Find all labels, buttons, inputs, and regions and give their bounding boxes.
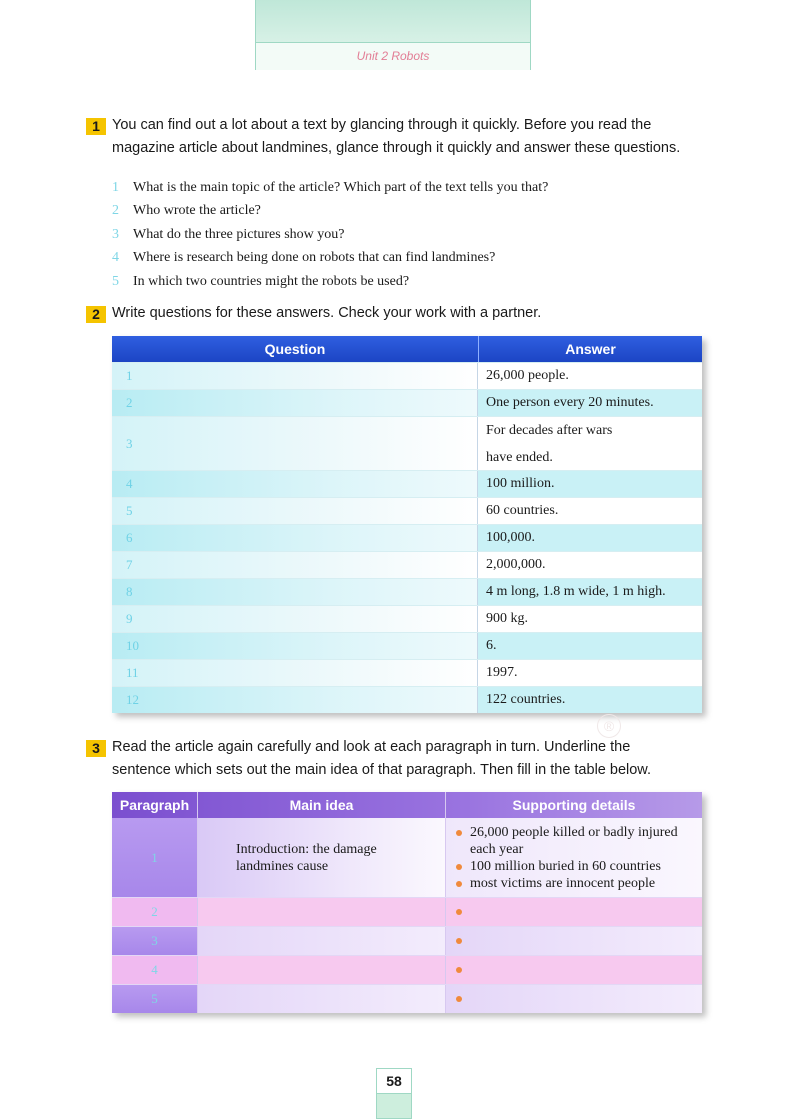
task-1-line-2: magazine article about landmines, glance through it quickly and answer these questions. [112, 140, 681, 156]
list-item: 4 Where is research being done on robots that can find landmines? [112, 250, 496, 266]
list-item: 26,000 people killed or badly injured each year [456, 824, 702, 858]
table-row: 11 1997. [112, 659, 702, 686]
main-idea-cell: Introduction: the damage landmines cause [198, 818, 446, 897]
table-row: 8 4 m long, 1.8 m wide, 1 m high. [112, 578, 702, 605]
details-cell [446, 818, 702, 897]
table-row: 12 122 countries. [112, 686, 702, 713]
main-idea-column-header: Main idea [198, 792, 446, 818]
table-header [112, 792, 702, 818]
table-row: 3 [112, 926, 702, 955]
table-row: 7 2,000,000. [112, 551, 702, 578]
bullet-icon [456, 881, 462, 887]
registered-watermark: ® [597, 714, 621, 738]
table-row: 2 One person every 20 minutes. [112, 389, 702, 416]
table-row: 5 60 countries. [112, 497, 702, 524]
bullet-icon [456, 830, 462, 836]
bullet-icon [456, 864, 462, 870]
list-item: 100 million buried in 60 countries [456, 858, 702, 875]
list-item: 2 Who wrote the article? [112, 203, 261, 219]
table-row: 2 [112, 897, 702, 926]
bullet-icon [456, 967, 462, 973]
table-row: 6 100,000. [112, 524, 702, 551]
details-column-header: Supporting details [512, 797, 636, 813]
unit-label: Unit 2 Robots [256, 43, 530, 70]
paragraph-column-header: Paragraph [112, 792, 198, 818]
question-answer-table [112, 336, 702, 713]
unit-header [255, 0, 531, 70]
task-1-question-list [112, 176, 732, 294]
bullet-icon [456, 938, 462, 944]
question-column-header: Question [112, 336, 479, 362]
list-item: 3 What do the three pictures show you? [112, 226, 345, 242]
table-row: 4 100 million. [112, 470, 702, 497]
bullet-icon [456, 909, 462, 915]
table-row: 1 Introduction: the damage landmines cause 26,000 people killed or badly injured each year 100 million buried in 60 countries most victims are innocent people [112, 818, 702, 897]
task-3-line-1: Read the article again carefully and look at each paragraph in turn. Underline the [112, 739, 631, 755]
list-item: most victims are innocent people [456, 875, 702, 892]
task-3-number: 3 [86, 740, 106, 757]
task-1-line-1: You can find out a lot about a text by glancing through it quickly. Before you read the [112, 117, 652, 133]
table-row: 10 6. [112, 632, 702, 659]
list-item: 1 What is the main topic of the article? Which part of the text tells you that? [112, 179, 549, 195]
header-banner [256, 0, 530, 43]
task-2-instructions: Write questions for these answers. Check your work with a partner. [112, 305, 542, 321]
bullet-icon [456, 996, 462, 1002]
table-row: 9 900 kg. [112, 605, 702, 632]
task-1-instructions [112, 114, 732, 160]
task-3-instructions [112, 736, 732, 782]
list-item: 5 In which two countries might the robots be used? [112, 273, 410, 289]
task-1-number: 1 [86, 118, 106, 135]
answer-column-header: Answer [565, 341, 616, 357]
table-row: 4 [112, 955, 702, 984]
table-row: 3 For decades after wars have ended. [112, 416, 702, 470]
page-number: 58 [377, 1069, 411, 1094]
table-row: 5 [112, 984, 702, 1013]
table-row: 1 26,000 people. [112, 362, 702, 389]
task-2-number: 2 [86, 306, 106, 323]
table-header [112, 336, 702, 362]
paragraph-table [112, 792, 702, 1013]
task-3-line-2: sentence which sets out the main idea of that paragraph. Then fill in the table below. [112, 762, 651, 778]
page-number-tab [376, 1068, 412, 1119]
